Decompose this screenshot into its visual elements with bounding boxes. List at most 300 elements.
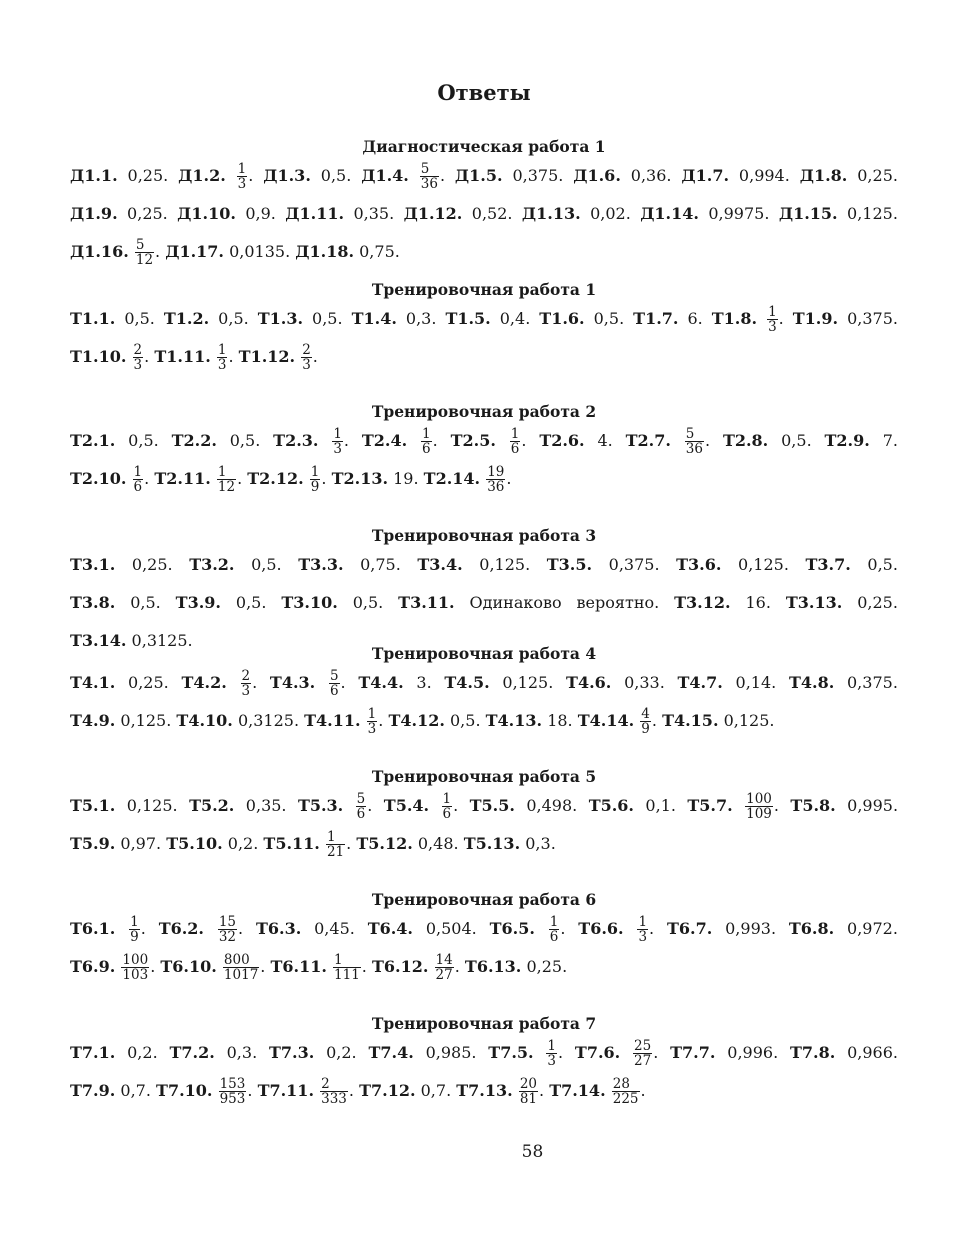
answer-value: 0,498 (526, 796, 573, 815)
fraction-denominator: 6 (549, 929, 559, 945)
answer-label: Т5.2. (189, 796, 235, 815)
answer-item: Т4.11. $\frac{1}{3}$ . (304, 705, 384, 737)
answer-fraction (367, 707, 378, 736)
section-heading: Тренировочная работа 3 (371, 526, 597, 545)
answer-line (70, 460, 898, 498)
answer-fraction (310, 465, 321, 494)
answer-item: Д1.8. 0,25. (799, 166, 898, 185)
section-heading: Тренировочная работа 6 (371, 890, 597, 909)
answer-label: Т4.12. (388, 711, 445, 730)
answer-value: 0,9 (245, 204, 271, 223)
answer-label: Т7.2. (169, 1043, 215, 1062)
answer-value: 0,5 (320, 166, 347, 185)
answer-item: Т6.7. 0,993. (666, 919, 777, 938)
answer-value: 0,504 (425, 919, 472, 938)
answer-label: Т3.3. (298, 555, 344, 574)
answer-value: 0,35 (245, 796, 282, 815)
answer-label: Т3.8. (70, 593, 116, 612)
answer-line (70, 233, 898, 271)
answer-item: Т7.11. $\frac{2}{333}$ . (257, 1075, 354, 1107)
answer-label: Т6.9. (70, 957, 116, 976)
answer-item: Т6.6. $\frac{1}{3}$ . (578, 913, 655, 945)
fraction-denominator: 3 (367, 721, 377, 737)
answer-fraction (637, 915, 648, 944)
section-training-4 (70, 644, 898, 740)
fraction-numerator: 1 (237, 160, 247, 177)
fraction-numerator: 100 (746, 790, 772, 807)
answer-fraction (435, 953, 454, 982)
answer-item: Т7.10. $\frac{153}{953}$ . (156, 1075, 253, 1107)
answer-label: Т4.15. (662, 711, 719, 730)
answer-label: Т1.7. (633, 309, 679, 328)
answer-fraction (329, 669, 340, 698)
answer-fraction (633, 1039, 652, 1068)
answer-item: Т2.11. $\frac{1}{12}$ . (154, 463, 243, 495)
answer-label: Т7.8. (789, 1043, 836, 1062)
answer-label: Т3.11. (398, 593, 455, 612)
answer-line (70, 546, 898, 584)
fraction-numerator: 1 (549, 913, 559, 930)
answer-label: Т1.2. (163, 309, 210, 328)
answer-label: Т2.11. (154, 469, 211, 488)
section-training-5 (70, 767, 898, 863)
answer-label: Д1.4. (361, 166, 409, 185)
fraction-numerator: 2 (241, 667, 251, 684)
answer-value: 0,125 (502, 673, 549, 692)
answer-item: Т3.4. 0,125. (417, 555, 531, 574)
answer-item: Т3.13. 0,25. (785, 593, 898, 612)
answer-value: 0,25 (127, 166, 164, 185)
answer-fraction (217, 343, 228, 372)
answer-value: 0,125 (847, 204, 893, 223)
answer-item: Т4.14. $\frac{4}{9}$ . (577, 705, 657, 737)
answer-value: 4 (597, 431, 608, 450)
answer-value: 0,25 (857, 593, 893, 612)
answer-value: 0,994 (738, 166, 785, 185)
answer-item: Т2.10. $\frac{1}{6}$ . (70, 463, 150, 495)
answer-item: Д1.18. 0,75. (295, 242, 400, 261)
answer-item: Т2.4. $\frac{1}{6}$ . (361, 425, 438, 457)
fraction-denominator: 21 (326, 844, 345, 860)
fraction-denominator: 333 (321, 1091, 347, 1107)
answer-item: Т4.6. 0,33. (566, 673, 665, 692)
answer-item: Т4.4. 3. (358, 673, 432, 692)
answer-value: 0,25 (131, 555, 168, 574)
answer-value: 0,5 (229, 431, 256, 450)
answer-item: Т4.3. $\frac{5}{6}$ . (269, 667, 346, 699)
answer-fraction (519, 1077, 538, 1106)
section-training-1 (70, 280, 898, 376)
answer-label: Д1.5. (454, 166, 503, 185)
answer-item: Д1.1. 0,25. (70, 166, 169, 185)
fraction-denominator: 3 (241, 683, 251, 699)
answer-item: Т4.2. $\frac{2}{3}$ . (181, 667, 258, 699)
answer-label: Т5.1. (70, 796, 116, 815)
fraction-denominator: 9 (130, 929, 139, 945)
fraction-denominator: 225 (612, 1091, 639, 1107)
fraction-denominator: 109 (746, 806, 772, 822)
answer-label: Т1.9. (792, 309, 839, 328)
answer-item: Д1.11. 0,35. (285, 204, 395, 223)
fraction-numerator: 2 (302, 341, 311, 358)
answer-value: 0,3125 (237, 711, 294, 730)
answer-item: Д1.15. 0,125. (778, 204, 898, 223)
answer-item: Т5.6. 0,1. (588, 796, 676, 815)
answer-value: 0,125 (120, 711, 167, 730)
answer-label: Т4.9. (70, 711, 116, 730)
answer-value: 0,966 (847, 1043, 893, 1062)
section-heading: Тренировочная работа 7 (371, 1014, 597, 1033)
fraction-numerator: 2 (133, 341, 143, 358)
answer-value: 0,5 (124, 309, 150, 328)
answer-item: Т4.7. 0,14. (677, 673, 777, 692)
answer-label: Т7.14. (549, 1081, 606, 1100)
fraction-denominator: 3 (217, 357, 227, 373)
answer-item: Т5.12. 0,48. (356, 834, 459, 853)
section-diag-1 (70, 137, 898, 271)
answer-label: Т5.5. (469, 796, 515, 815)
fraction-numerator: 1 (326, 828, 336, 845)
answer-label: Т6.6. (578, 919, 624, 938)
answer-label: Т5.13. (463, 834, 521, 853)
answer-item: Т2.5. $\frac{1}{6}$ . (450, 425, 527, 457)
answer-line (70, 300, 898, 338)
fraction-denominator: 6 (510, 441, 520, 457)
fraction-numerator: 14 (435, 951, 453, 968)
answer-item: Т6.1. $\frac{1}{9}$ . (70, 913, 146, 945)
answer-fraction (510, 427, 521, 456)
answer-label: Т6.10. (160, 957, 217, 976)
section-training-6 (70, 890, 898, 986)
fraction-numerator: 2 (321, 1075, 330, 1092)
answer-item: Т7.14. $\frac{28}{225}$ . (549, 1075, 646, 1107)
answer-item: Т3.1. 0,25. (70, 555, 173, 574)
answer-fraction (486, 465, 505, 494)
fraction-numerator: 1 (547, 1037, 557, 1054)
answer-label: Т3.13. (785, 593, 843, 612)
answer-line (70, 664, 898, 702)
answer-item: Т1.6. 0,5. (539, 309, 625, 328)
answer-label: Д1.14. (640, 204, 699, 223)
fraction-denominator: 6 (442, 806, 452, 822)
answer-item: Т7.4. 0,985. (368, 1043, 477, 1062)
answer-label: Т3.2. (189, 555, 235, 574)
answer-item: Т6.4. 0,504. (367, 919, 477, 938)
answer-item: Т1.10. $\frac{2}{3}$ . (70, 341, 150, 373)
answer-item: Т2.3. $\frac{1}{3}$ . (273, 425, 350, 457)
answer-label: Т6.12. (371, 957, 429, 976)
answer-value: 0,48 (417, 834, 454, 853)
answer-item: Т5.4. $\frac{1}{6}$ . (383, 790, 459, 822)
answer-value: 0,5 (352, 593, 379, 612)
answer-fraction (332, 427, 343, 456)
answer-label: Т2.13. (331, 469, 389, 488)
fraction-numerator: 1 (130, 913, 139, 930)
answer-item: Т7.1. 0,2. (70, 1043, 158, 1062)
answer-label: Т4.10. (176, 711, 233, 730)
answer-label: Т4.11. (304, 711, 361, 730)
answer-label: Т6.13. (464, 957, 522, 976)
answer-label: Д1.7. (681, 166, 730, 185)
fraction-numerator: 5 (329, 667, 339, 684)
answer-value: 0,996 (727, 1043, 774, 1062)
fraction-numerator: 25 (634, 1037, 652, 1054)
answer-label: Т7.12. (359, 1081, 416, 1100)
fraction-denominator: 3 (768, 319, 777, 335)
answer-line (70, 422, 898, 460)
answer-item: Т7.7. 0,996. (670, 1043, 779, 1062)
answer-fraction (333, 953, 361, 982)
answer-item: Д1.17. 0,0135. (165, 242, 291, 261)
answer-item: Т2.7. $\frac{5}{36}$ . (625, 425, 711, 457)
answer-fraction (320, 1077, 348, 1106)
answer-item: Т6.11. $\frac{1}{111}$ . (270, 951, 367, 983)
answer-label: Д1.15. (778, 204, 838, 223)
fraction-numerator: 1 (768, 303, 777, 320)
answer-item: Т5.8. 0,995. (790, 796, 899, 815)
answer-label: Т1.10. (70, 347, 127, 366)
answer-label: Т5.8. (790, 796, 836, 815)
answer-item: Т4.5. 0,125. (444, 673, 554, 692)
answer-item: Т2.2. 0,5. (171, 431, 261, 450)
answer-item: Т1.2. 0,5. (163, 309, 249, 328)
answer-label: Т4.7. (677, 673, 723, 692)
answer-item: Т3.5. 0,375. (546, 555, 660, 574)
answer-item: Т4.8. 0,375. (788, 673, 898, 692)
answer-value: 0,52 (471, 204, 508, 223)
page-title: Ответы (437, 80, 531, 105)
answer-item: Т3.10. 0,5. (281, 593, 384, 612)
answer-label: Т3.10. (281, 593, 338, 612)
answer-label: Т6.7. (666, 919, 713, 938)
answer-label: Т1.5. (445, 309, 491, 328)
answer-value: 0,993 (725, 919, 771, 938)
answer-label: Д1.13. (521, 204, 581, 223)
answer-label: Т1.11. (154, 347, 211, 366)
answer-value: 0,5 (781, 431, 807, 450)
answer-fraction (546, 1039, 557, 1068)
answer-line (70, 338, 898, 376)
answer-item: Д1.7. 0,994. (681, 166, 790, 185)
answer-item: Т5.5. 0,498. (469, 796, 578, 815)
answer-value: 0,33 (624, 673, 660, 692)
answer-value: 0,5 (218, 309, 244, 328)
answer-fraction (420, 162, 439, 191)
answer-item: Т1.12. $\frac{2}{3}$ . (238, 341, 318, 373)
answer-label: Т5.3. (297, 796, 344, 815)
answer-label: Д1.18. (295, 242, 355, 261)
answer-label: Т7.13. (456, 1081, 513, 1100)
answer-label: Т5.11. (263, 834, 320, 853)
answer-label: Д1.17. (165, 242, 224, 261)
fraction-numerator: 1 (133, 463, 143, 480)
answer-value: 3 (416, 673, 427, 692)
answer-item: Т3.6. 0,125. (676, 555, 789, 574)
answer-item: Д1.4. $\frac{5}{36}$ . (361, 160, 446, 192)
answer-value: 19 (393, 469, 414, 488)
answer-item: Т2.1. 0,5. (70, 431, 159, 450)
answer-value: 0,5 (312, 309, 338, 328)
answer-label: Т7.6. (574, 1043, 621, 1062)
answer-item: Т6.3. 0,45. (255, 919, 355, 938)
answer-line (70, 787, 898, 825)
answer-label: Д1.2. (178, 166, 226, 185)
answer-fraction (301, 343, 312, 372)
answer-value: 0,2 (127, 1043, 153, 1062)
answer-fraction (356, 792, 367, 821)
answer-line (70, 1034, 898, 1072)
answer-item: Т4.15. 0,125. (662, 711, 775, 730)
answer-item: Д1.14. 0,9975. (640, 204, 770, 223)
answer-value: 0,125 (738, 555, 784, 574)
answer-item: Т1.8. $\frac{1}{3}$ . (711, 303, 784, 335)
answer-item: Д1.9. 0,25. (70, 204, 168, 223)
answer-value: 0,97 (120, 834, 157, 853)
fraction-numerator: 800 (223, 951, 250, 968)
answer-label: Т1.4. (351, 309, 397, 328)
answer-value: 0,985 (425, 1043, 472, 1062)
answer-value: 0,375 (847, 309, 893, 328)
answer-item: Т3.3. 0,75. (298, 555, 401, 574)
answer-fraction (767, 305, 778, 334)
answer-label: Т3.6. (676, 555, 722, 574)
answer-label: Т5.9. (70, 834, 116, 853)
answer-label: Т3.7. (805, 555, 851, 574)
answer-fraction (421, 427, 432, 456)
answer-line (70, 948, 898, 986)
answer-value: 0,5 (251, 555, 277, 574)
fraction-numerator: 1 (442, 790, 452, 807)
answer-fraction (745, 792, 773, 821)
answer-label: Д1.10. (177, 204, 236, 223)
answer-value: 0,45 (314, 919, 350, 938)
answer-item: Т7.13. $\frac{20}{81}$ . (456, 1075, 545, 1107)
fraction-denominator: 3 (547, 1053, 557, 1069)
answer-item: Т7.6. $\frac{25}{27}$ . (574, 1037, 659, 1069)
answer-label: Т2.6. (539, 431, 585, 450)
fraction-numerator: 1 (422, 425, 431, 442)
answer-label: Т7.7. (670, 1043, 716, 1062)
fraction-denominator: 111 (334, 967, 360, 983)
answer-label: Т3.12. (674, 593, 731, 612)
answer-item: Т7.12. 0,7. (359, 1081, 452, 1100)
answer-fraction (217, 465, 236, 494)
answer-item: Т3.11. Одинаково вероятно. (398, 593, 660, 612)
answer-value: Одинаково вероятно (469, 593, 655, 612)
answer-item: Т3.14. 0,3125. (70, 631, 193, 650)
answer-item: Д1.10. 0,9. (177, 204, 276, 223)
answer-label: Т1.8. (711, 309, 758, 328)
fraction-numerator: 19 (487, 463, 505, 480)
answer-label: Д1.1. (70, 166, 118, 185)
fraction-numerator: 1 (333, 425, 342, 442)
answer-value: 0,02 (590, 204, 626, 223)
answer-line (70, 702, 898, 740)
answer-label: Т2.5. (450, 431, 496, 450)
answer-item: Т3.2. 0,5. (189, 555, 282, 574)
answer-fraction (121, 953, 149, 982)
fraction-denominator: 36 (487, 479, 505, 495)
answer-value: 0,5 (450, 711, 476, 730)
answer-item: Т5.7. $\frac{100}{109}$ . (687, 790, 779, 822)
answer-value: 16 (745, 593, 766, 612)
answer-fraction (219, 1077, 247, 1106)
answer-item: Т5.13. 0,3. (463, 834, 556, 853)
answer-fraction (223, 953, 259, 982)
answer-value: 0,3 (525, 834, 551, 853)
answer-fraction (549, 915, 560, 944)
answer-label: Т6.1. (70, 919, 116, 938)
fraction-numerator: 100 (122, 951, 149, 968)
answer-value: 6 (687, 309, 698, 328)
answer-label: Д1.3. (263, 166, 311, 185)
answer-value: 0,125 (126, 796, 173, 815)
answer-fraction (133, 465, 144, 494)
answer-value: 0,5 (867, 555, 893, 574)
answer-item: Т6.5. $\frac{1}{6}$ . (489, 913, 566, 945)
answer-label: Т5.12. (356, 834, 413, 853)
answer-fraction (326, 830, 345, 859)
answer-line (70, 825, 898, 863)
fraction-denominator: 12 (135, 252, 154, 268)
answer-label: Т3.5. (546, 555, 593, 574)
answer-item: Т7.8. 0,966. (789, 1043, 899, 1062)
answer-item: Т1.1. 0,5. (70, 309, 155, 328)
answer-label: Т2.1. (70, 431, 116, 450)
answer-fraction (218, 915, 237, 944)
page-number: 58 (521, 1142, 544, 1162)
answer-label: Т4.13. (485, 711, 543, 730)
answer-value: 0,2 (227, 834, 254, 853)
answer-label: Т2.14. (423, 469, 481, 488)
answer-value: 0,9975 (708, 204, 765, 223)
answer-label: Т1.1. (70, 309, 116, 328)
fraction-numerator: 20 (519, 1075, 537, 1092)
answer-fraction (237, 162, 248, 191)
fraction-numerator: 5 (356, 790, 366, 807)
answer-item: Т6.12. $\frac{14}{27}$ . (371, 951, 460, 983)
answer-line (70, 1072, 898, 1110)
answer-item: Т7.9. 0,7. (70, 1081, 151, 1100)
fraction-denominator: 32 (218, 929, 237, 945)
answer-value: 0,75 (359, 242, 395, 261)
answer-label: Т2.8. (722, 431, 769, 450)
fraction-denominator: 6 (133, 479, 143, 495)
fraction-denominator: 36 (685, 441, 703, 457)
answer-label: Т4.1. (70, 673, 116, 692)
answer-label: Т7.3. (268, 1043, 315, 1062)
answer-label: Д1.16. (70, 242, 129, 261)
fraction-numerator: 28 (612, 1075, 630, 1092)
answer-label: Т6.2. (158, 919, 204, 938)
answer-label: Т4.4. (358, 673, 404, 692)
fraction-denominator: 3 (333, 441, 342, 457)
fraction-denominator: 27 (634, 1053, 652, 1069)
fraction-denominator: 1017 (223, 967, 259, 983)
answer-value: 0,3 (405, 309, 432, 328)
answer-value: 0,125 (479, 555, 526, 574)
answer-label: Т6.4. (367, 919, 413, 938)
answer-value: 0,25 (127, 204, 163, 223)
answer-item: Т4.12. 0,5. (388, 711, 481, 730)
answer-label: Т2.10. (70, 469, 127, 488)
answer-item: Т5.10. 0,2. (166, 834, 259, 853)
answer-item: Т4.13. 18. (485, 711, 573, 730)
fraction-denominator: 6 (422, 441, 431, 457)
answer-label: Т5.10. (166, 834, 223, 853)
answer-item: Т6.10. $\frac{800}{1017}$ . (160, 951, 266, 983)
answer-item: Т1.11. $\frac{1}{3}$ . (154, 341, 234, 373)
